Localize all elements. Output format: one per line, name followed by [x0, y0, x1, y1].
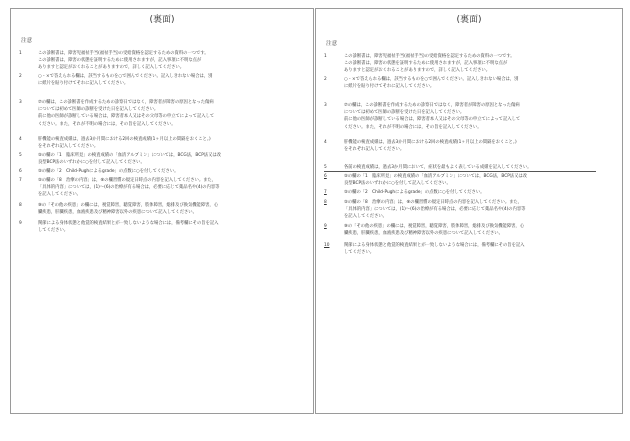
- note-text: [344, 173, 527, 187]
- note-line: 良型BCP法のいずれかに○を付して記入してください。: [344, 181, 451, 187]
- note-text: [344, 223, 524, 237]
- note-text: [344, 189, 484, 196]
- note-line: 各前の検査成績は，過去3か月間において，症状を最もよく表している成績を記入してください。: [344, 165, 532, 170]
- notes-label: 注意: [326, 41, 338, 47]
- note-line: ⑨の「その他の疾患」の欄には，視覚障害，聴覚障害，肢体障害，総排及び換気機能障害，心: [344, 224, 525, 229]
- note-line: ⑤の欄の「2 Child-Pughによるgrade」の点数に○を付してください。: [38, 169, 179, 174]
- note-text: [38, 99, 214, 128]
- note-number: 1: [19, 51, 22, 56]
- note-number: 7: [324, 190, 327, 195]
- note-number: 5: [324, 165, 327, 170]
- note-number: 7: [19, 178, 22, 183]
- note-line: 肝機能の検査成績は，過去3か月間における2回の検査成績(1ヶ月以上の間隔をおくこと。): [344, 140, 517, 145]
- note-line: については初めて医師の診断を受けた日を記入してください。: [344, 110, 465, 116]
- note-number: 8: [324, 200, 327, 205]
- note-line: 関節による身体状態と他覚的検査結果とが一致しないような場合には，備考欄にその旨を記入: [38, 221, 219, 226]
- note-line: 肝機能の検査成績は，過去3か月間における2回の検査成績(1ヶ月以上の間隔をおくこと。): [38, 137, 211, 142]
- note-line: に紙片を貼り付けてそれに記入してください。: [38, 81, 129, 87]
- revision-underline: [324, 171, 596, 172]
- note-number: 2: [324, 77, 327, 82]
- note-text: [38, 152, 221, 166]
- note-text: [344, 76, 518, 90]
- right-page: [315, 8, 623, 414]
- note-number: 5: [19, 153, 22, 158]
- note-number: 9: [324, 224, 327, 229]
- note-number: 4: [324, 140, 327, 145]
- page-title: (裏面): [149, 15, 175, 25]
- note-line: ○・×で答えられる欄は，該当するものを○で囲んでください。記入しきれない場合は，別: [344, 77, 519, 82]
- note-text: [38, 73, 212, 87]
- note-line: をそれぞれ記入してください。: [38, 144, 99, 150]
- note-number: 3: [19, 100, 22, 105]
- note-text: [344, 199, 525, 221]
- note-text: [38, 220, 218, 234]
- note-line: 前に他の医師が診断している場合は，障害者本人又はその父母等の申立てによって記入して: [344, 117, 521, 123]
- note-text: [344, 53, 515, 75]
- note-line: ⑤の欄の「1 臨床所見」の検査成績の「血清アルブミン」については，BCG法，BCP法又は改: [38, 153, 221, 158]
- note-text: [38, 168, 178, 175]
- notes-label: 注意: [21, 38, 33, 44]
- note-line: を記入してください。: [38, 192, 81, 198]
- note-line: ありますと認定がおくれることがありますので，詳しく記入してください。: [38, 65, 185, 71]
- note-line: ⑤の欄の「8 治療の内容」は，⑧の欄習慣の規定日時点の内容を記入してください。また，: [38, 178, 217, 183]
- note-number: 9: [19, 221, 22, 226]
- note-line: してください。: [344, 250, 375, 256]
- left-page: [10, 8, 314, 414]
- note-number: 10: [324, 243, 330, 248]
- note-line: 良型BCP法のいずれかに○を付して記入してください。: [38, 160, 145, 166]
- note-line: この診断書は，障害の状態を証明するために使用されますが，記入事項に不明な点が: [344, 61, 508, 67]
- note-line: この診断書は，障害児福祉手当(福祉手当)の受給資格を認定するための資料の一つです。: [38, 51, 209, 56]
- note-line: ⑤の欄の「1 臨床所見」の検査成績の「血清アルブミン」については，BCG法，BCP法又は改: [344, 174, 527, 179]
- note-text: [38, 50, 209, 72]
- note-line: ⑤の欄の「8 治療の内容」は，⑧の欄習慣の規定日時点の内容を記入してください。また，: [344, 200, 523, 205]
- note-number: 8: [19, 203, 22, 208]
- note-line: に紙片を貼り付けてそれに記入してください。: [344, 84, 435, 90]
- note-line: ⑤の欄の「2 Child-Pughによるgrade」の点数に○を付してください。: [344, 190, 485, 195]
- note-line: ⑦の欄は，この診断書を作成するための診察日ではなく，障害者が障害の原因となった傷病: [344, 103, 520, 108]
- note-line: 「具体的内容」については，(1)～(6)の治療が有る場合は，必要に応じて薬品名や(4)の内容等: [38, 185, 220, 191]
- note-text: [38, 177, 219, 199]
- note-number: 3: [324, 103, 327, 108]
- note-line: 前に他の医師が診断している場合は，障害者本人又はその父母等の申立てによって記入して: [38, 114, 215, 120]
- note-line: をそれぞれ記入してください。: [344, 147, 405, 153]
- note-number: 6: [324, 174, 327, 179]
- note-text: [344, 102, 520, 131]
- note-number: 4: [19, 137, 22, 142]
- note-text: [38, 136, 211, 150]
- note-line: ⑨の「その他の疾患」の欄には，視覚障害，聴覚障害，肢体障害，総排及び換気機能障害，心: [38, 203, 219, 208]
- note-number: 6: [19, 169, 22, 174]
- note-line: 臓疾患，肝臓疾患，血液疾患及び精神障害以外の疾患について記入してください。: [38, 210, 197, 216]
- note-line: 関節による身体状態と他覚的検査結果とが一致しないような場合には，備考欄にその旨を記入: [344, 243, 525, 248]
- note-line: この診断書は，障害児福祉手当(福祉手当)の受給資格を認定するための資料の一つです。: [344, 54, 515, 59]
- note-text: [344, 242, 524, 256]
- note-line: 臓疾患，肝臓疾患，血液疾患及び精神障害以外の疾患について記入してください。: [344, 231, 503, 237]
- note-text: [38, 202, 218, 216]
- note-line: ありますと認定がおくれることがありますので，詳しく記入してください。: [344, 68, 491, 74]
- note-line: については初めて医師の診断を受けた日を記入してください。: [38, 107, 159, 113]
- note-line: ください。また，それが不明の場合には，その旨を記入してください。: [344, 124, 482, 130]
- note-line: ください。また，それが不明の場合には，その旨を記入してください。: [38, 121, 176, 127]
- note-line: を記入してください。: [344, 214, 387, 220]
- note-number: 2: [19, 74, 22, 79]
- note-line: してください。: [38, 228, 69, 234]
- note-line: ⑦の欄は，この診断書を作成するための診察日ではなく，障害者が障害の原因となった傷病: [38, 100, 214, 105]
- note-line: 「具体的内容」については，(1)～(6)の治療が有る場合は，必要に応じて薬品名や(4)の内容等: [344, 207, 526, 213]
- note-number: 1: [324, 54, 327, 59]
- note-line: ○・×で答えられる欄は，該当するものを○で囲んでください。記入しきれない場合は，別: [38, 74, 213, 79]
- page-title: (裏面): [456, 15, 482, 25]
- note-text: [344, 139, 517, 153]
- note-line: この診断書は，障害の状態を証明するために使用されますが，記入事項に不明な点が: [38, 58, 202, 64]
